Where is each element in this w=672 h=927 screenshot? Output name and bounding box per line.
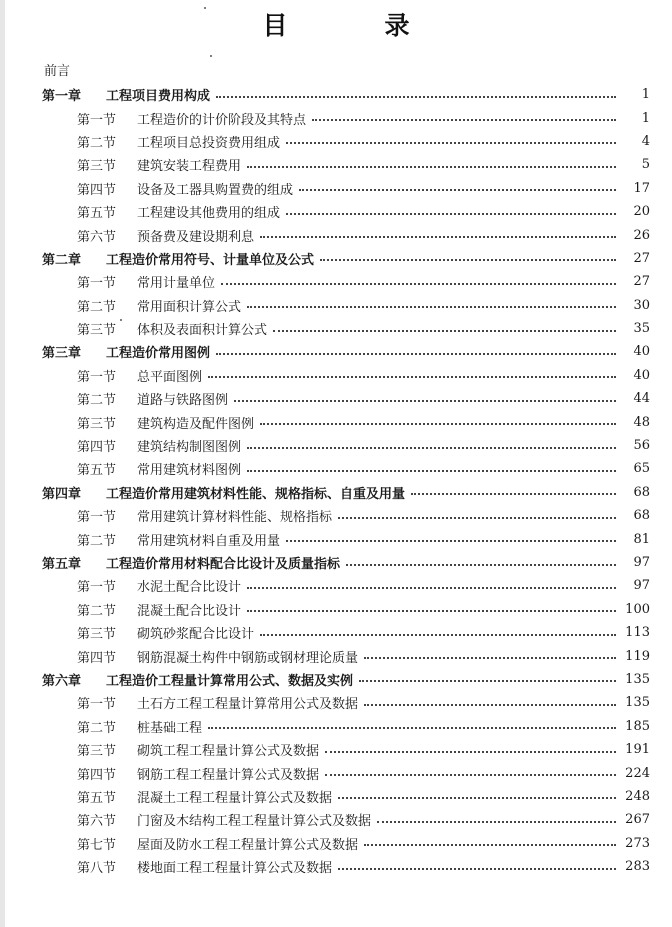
chapter-number: 第三章 (42, 346, 82, 362)
page-number: 4 (641, 133, 650, 149)
section-title: 钢筋混凝土构件中钢筋或钢材理论质量 (137, 650, 359, 666)
toc-section-row[interactable] (0, 832, 672, 855)
page-number: 30 (633, 297, 650, 313)
dot-leader (247, 445, 616, 449)
section-number: 第五节 (77, 790, 117, 806)
page-number: 68 (633, 508, 650, 524)
section-number: 第三节 (77, 744, 117, 760)
section-title: 门窗及木结构工程工程量计算公式及数据 (137, 814, 372, 830)
dot-leader (346, 562, 616, 566)
toc-section-row[interactable] (0, 621, 672, 644)
dot-leader (273, 328, 616, 332)
section-number: 第二节 (77, 720, 117, 736)
page-number: 26 (633, 227, 650, 243)
chapter-title: 工程造价常用材料配合比设计及质量指标 (106, 557, 341, 572)
page-number: 248 (625, 788, 650, 804)
toc-section-row[interactable] (0, 785, 672, 808)
section-title: 砌筑工程工程量计算公式及数据 (137, 744, 320, 760)
page-number: 65 (633, 461, 650, 477)
section-number: 第四节 (77, 182, 117, 198)
page-number: 224 (625, 765, 650, 781)
dot-leader (221, 281, 616, 285)
dot-leader (325, 772, 616, 776)
chapter-number: 第一章 (42, 89, 82, 105)
section-title: 建筑结构制图图例 (137, 440, 242, 456)
dot-leader (299, 187, 616, 191)
section-number: 第七节 (77, 837, 117, 853)
section-title: 体积及表面积计算公式 (137, 323, 268, 339)
toc-chapter-row[interactable] (0, 551, 672, 574)
preface-entry[interactable]: 前言 (44, 64, 71, 79)
section-number: 第二节 (77, 603, 117, 619)
dot-leader (312, 117, 616, 121)
section-number: 第一节 (77, 369, 117, 385)
toc-section-row[interactable] (0, 153, 672, 176)
dot-leader (286, 211, 616, 215)
page-number: 56 (633, 438, 650, 454)
section-title: 钢筋工程工程量计算公式及数据 (137, 767, 320, 783)
chapter-number: 第四章 (42, 486, 82, 502)
toc-section-row[interactable] (0, 691, 672, 714)
section-number: 第三节 (77, 416, 117, 432)
page-number: 113 (625, 625, 650, 641)
section-title: 楼地面工程工程量计算公式及数据 (137, 861, 333, 877)
section-number: 第八节 (77, 861, 117, 877)
page-number: 17 (633, 180, 650, 196)
dot-leader (247, 468, 616, 472)
toc-section-row[interactable] (0, 106, 672, 129)
dot-leader (325, 749, 616, 753)
toc-section-row[interactable] (0, 808, 672, 831)
toc-section-row[interactable] (0, 317, 672, 340)
dot-leader (260, 632, 616, 636)
page-number: 283 (625, 859, 650, 875)
dot-leader (364, 655, 616, 659)
dot-leader (260, 421, 616, 425)
toc-section-row[interactable] (0, 130, 672, 153)
section-number: 第一节 (77, 112, 117, 128)
dot-leader (286, 140, 616, 144)
page-number: 267 (625, 812, 650, 828)
dot-leader (216, 94, 616, 98)
page-number: 185 (625, 718, 650, 734)
toc-chapter-row[interactable] (0, 668, 672, 691)
page-number: 119 (625, 648, 650, 664)
section-title: 常用面积计算公式 (137, 299, 242, 315)
toc-section-row[interactable] (0, 177, 672, 200)
page-number: 68 (633, 484, 650, 500)
chapter-title: 工程造价工程量计算常用公式、数据及实例 (106, 673, 354, 689)
dot-leader (247, 585, 616, 589)
page-number: 27 (633, 274, 650, 290)
page-number: 35 (633, 321, 650, 337)
page-number: 48 (633, 414, 650, 430)
page-number: 97 (633, 578, 650, 594)
chapter-title: 工程项目费用构成 (106, 89, 211, 105)
toc-section-row[interactable] (0, 270, 672, 293)
chapter-number: 第六章 (42, 673, 82, 689)
section-title: 建筑构造及配件图例 (137, 416, 255, 432)
dot-leader (338, 795, 616, 799)
section-title: 土石方工程工程量计算常用公式及数据 (137, 697, 359, 713)
toc-chapter-row[interactable] (0, 340, 672, 363)
dot-leader (338, 866, 616, 870)
toc-list (0, 83, 672, 878)
section-number: 第六节 (77, 814, 117, 830)
section-number: 第一节 (77, 510, 117, 526)
page-number: 44 (633, 391, 650, 407)
section-title: 常用建筑材料图例 (137, 463, 242, 479)
section-title: 常用计量单位 (137, 276, 216, 292)
toc-section-row[interactable] (0, 410, 672, 433)
dot-leader (411, 491, 616, 495)
chapter-number: 第五章 (42, 557, 82, 572)
section-title: 常用建筑计算材料性能、规格指标 (137, 510, 333, 526)
section-title: 水泥土配合比设计 (137, 580, 242, 596)
section-number: 第四节 (77, 440, 117, 456)
section-title: 工程造价的计价阶段及其特点 (137, 112, 307, 128)
page-number: 273 (625, 835, 650, 851)
toc-section-row[interactable] (0, 644, 672, 667)
page-number: 20 (633, 204, 650, 220)
dot-leader (286, 538, 616, 542)
section-title: 工程建设其他费用的组成 (137, 206, 281, 222)
toc-section-row[interactable] (0, 434, 672, 457)
dot-leader (216, 351, 616, 355)
dot-leader (208, 374, 616, 378)
dot-leader (247, 304, 616, 308)
toc-section-row[interactable] (0, 855, 672, 878)
toc-chapter-row[interactable] (0, 247, 672, 270)
page-number: 97 (633, 555, 650, 570)
dot-leader (234, 398, 616, 402)
section-title: 总平面图例 (137, 369, 203, 385)
toc-section-row[interactable] (0, 527, 672, 550)
section-number: 第二节 (77, 393, 117, 409)
chapter-number: 第二章 (42, 252, 82, 268)
section-number: 第二节 (77, 533, 117, 549)
section-number: 第四节 (77, 650, 117, 666)
page-title: 目 录 (262, 11, 446, 40)
section-title: 预备费及建设期利息 (137, 229, 255, 245)
toc-section-row[interactable] (0, 761, 672, 784)
page-number: 191 (625, 742, 650, 758)
section-title: 工程项目总投资费用组成 (137, 135, 281, 151)
page-number: 40 (633, 367, 650, 383)
dot-leader (364, 842, 616, 846)
page-number: 1 (641, 87, 650, 103)
section-number: 第一节 (77, 276, 117, 292)
section-number: 第五节 (77, 206, 117, 222)
dot-leader (247, 608, 616, 612)
toc-chapter-row[interactable] (0, 481, 672, 504)
toc-section-row[interactable] (0, 200, 672, 223)
toc-section-row[interactable] (0, 738, 672, 761)
section-title: 屋面及防水工程工程量计算公式及数据 (137, 837, 359, 853)
section-title: 道路与铁路图例 (137, 393, 229, 409)
section-title: 设备及工器具购置费的组成 (137, 182, 294, 198)
toc-section-row[interactable] (0, 598, 672, 621)
section-title: 桩基础工程 (137, 720, 203, 736)
section-number: 第三节 (77, 627, 117, 643)
chapter-title: 工程造价常用建筑材料性能、规格指标、自重及用量 (106, 486, 406, 502)
toc-section-row[interactable] (0, 504, 672, 527)
chapter-title: 工程造价常用图例 (106, 346, 211, 362)
toc-section-row[interactable] (0, 457, 672, 480)
section-number: 第二节 (77, 299, 117, 315)
section-number: 第一节 (77, 580, 117, 596)
page-number: 100 (625, 601, 650, 617)
dot-leader (359, 678, 616, 682)
toc-chapter-row[interactable] (0, 83, 672, 106)
dot-leader (338, 515, 616, 519)
toc-section-row[interactable] (0, 715, 672, 738)
toc-section-row[interactable] (0, 223, 672, 246)
section-title: 混凝土工程工程量计算公式及数据 (137, 790, 333, 806)
section-number: 第五节 (77, 463, 117, 479)
chapter-title: 工程造价常用符号、计量单位及公式 (106, 252, 315, 268)
page-number: 135 (625, 695, 650, 711)
section-number: 第三节 (77, 159, 117, 175)
page-number: 27 (633, 250, 650, 266)
section-title: 常用建筑材料自重及用量 (137, 533, 281, 549)
toc-section-row[interactable] (0, 294, 672, 317)
toc-section-row[interactable] (0, 364, 672, 387)
dot-leader (320, 257, 616, 261)
page-number: 1 (641, 110, 650, 126)
page-number: 5 (641, 157, 650, 173)
dot-leader (260, 234, 616, 238)
page-number: 81 (633, 531, 650, 547)
section-number: 第三节 (77, 323, 117, 339)
dot-leader (377, 819, 616, 823)
dot-leader (364, 702, 616, 706)
section-title: 砌筑砂浆配合比设计 (137, 627, 255, 643)
section-title: 建筑安装工程费用 (137, 159, 242, 175)
section-number: 第一节 (77, 697, 117, 713)
section-title: 混凝土配合比设计 (137, 603, 242, 619)
toc-section-row[interactable] (0, 387, 672, 410)
section-number: 第二节 (77, 135, 117, 151)
page-number: 135 (625, 671, 650, 687)
section-number: 第六节 (77, 229, 117, 245)
toc-section-row[interactable] (0, 574, 672, 597)
section-number: 第四节 (77, 767, 117, 783)
dot-leader (247, 164, 616, 168)
page-number: 40 (633, 344, 650, 360)
dot-leader (208, 725, 616, 729)
